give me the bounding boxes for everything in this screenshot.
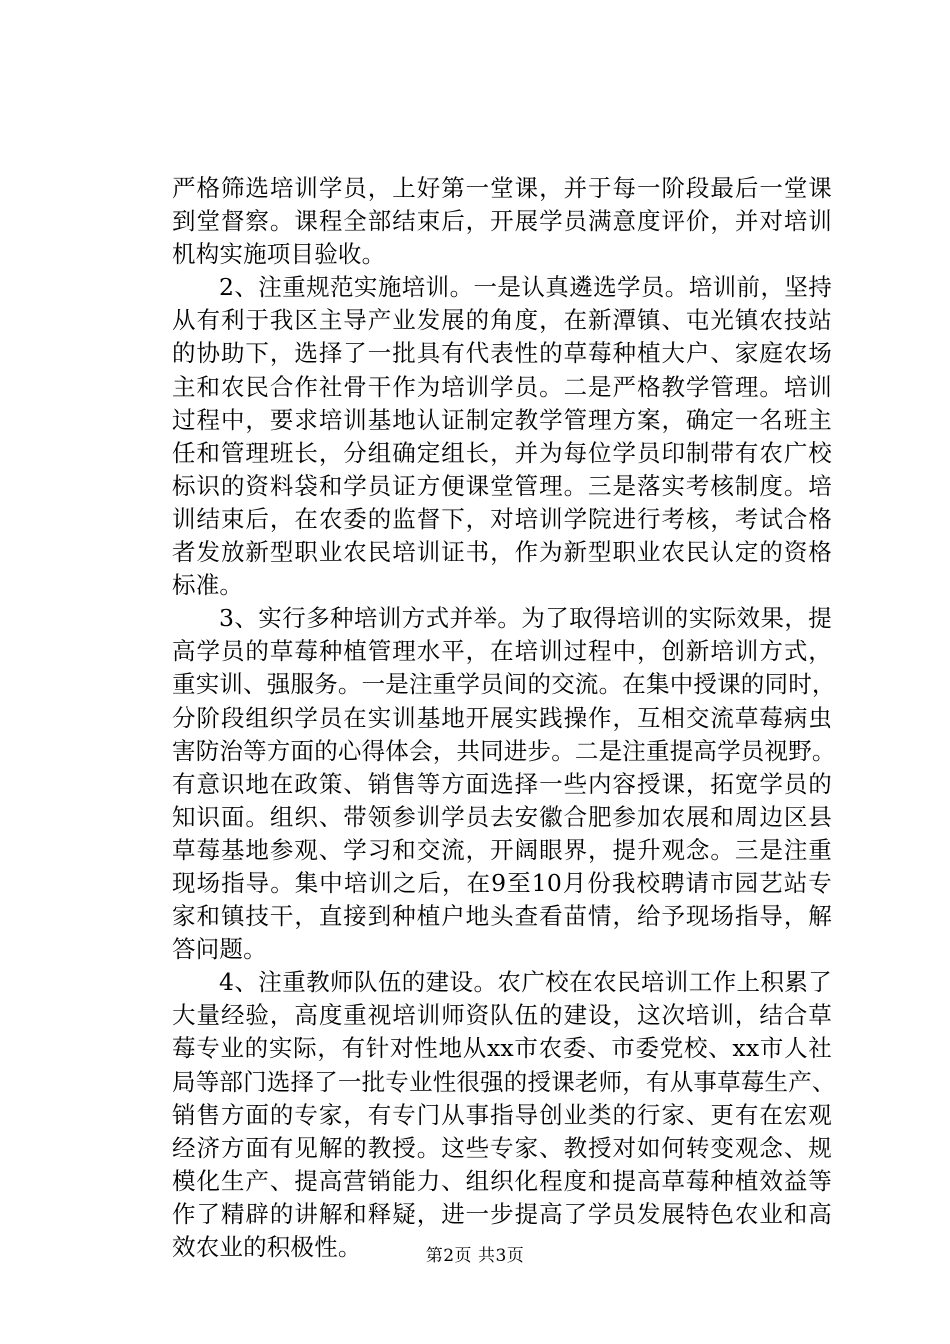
paragraph-first-line: 4、注重教师队伍的建设。农广校在农民培训工作上积累了: [219, 968, 832, 997]
text-line: 严格筛选培训学员，上好第一堂课，并于每一阶段最后一堂课: [172, 174, 832, 202]
text-line: 训结束后，在农委的监督下，对培训学院进行考核，考试合格: [172, 504, 832, 533]
text-line: 到堂督察。课程全部结束后，开展学员满意度评价，并对培训: [172, 207, 832, 236]
text-line: 家和镇技干，直接到种植户地头查看苗情，给予现场指导，解: [172, 902, 832, 931]
text-line: 知识面。组织、带领参训学员去安徽合肥参加农展和周边区县: [172, 802, 832, 831]
text-line: 标准。: [172, 571, 244, 600]
text-line: 销售方面的专家，有专门从事指导创业类的行家、更有在宏观: [172, 1100, 832, 1129]
text-line: 者发放新型职业农民培训证书，作为新型职业农民认定的资格: [172, 538, 832, 567]
text-line: 机构实施项目验收。: [172, 240, 386, 269]
text-line: 效农业的积极性。: [172, 1233, 362, 1261]
text-line: 主和农民合作社骨干作为培训学员。二是严格教学管理。培训: [172, 372, 832, 401]
text-line: 重实训、强服务。一是注重学员间的交流。在集中授课的同时，: [172, 670, 836, 699]
text-line: 草莓基地参观、学习和交流，开阔眼界，提升观念。三是注重: [172, 835, 832, 864]
text-line: 过程中，要求培训基地认证制定教学管理方案，确定一名班主: [172, 405, 832, 434]
text-line: 从有利于我区主导产业发展的角度，在新潭镇、屯光镇农技站: [172, 306, 832, 335]
text-line: 现场指导。集中培训之后，在9至10月份我校聘请市园艺站专: [172, 868, 832, 897]
text-line: 作了精辟的讲解和释疑，进一步提高了学员发展特色农业和高: [172, 1199, 832, 1228]
text-line: 的协助下，选择了一批具有代表性的草莓种植大户、家庭农场: [172, 339, 832, 368]
text-line: 莓专业的实际，有针对性地从xx市农委、市委党校、xx市人社: [172, 1034, 832, 1063]
text-line: 害防治等方面的心得体会，共同进步。二是注重提高学员视野。: [172, 736, 836, 765]
text-line: 有意识地在政策、销售等方面选择一些内容授课，拓宽学员的: [172, 769, 832, 798]
text-line: 标识的资料袋和学员证方便课堂管理。三是落实考核制度。培: [172, 471, 832, 500]
paragraph-first-line: 3、实行多种培训方式并举。为了取得培训的实际效果，提: [219, 604, 832, 633]
text-line: 局等部门选择了一批专业性很强的授课老师，有从事草莓生产、: [172, 1067, 836, 1096]
text-line: 分阶段组织学员在实训基地开展实践操作，互相交流草莓病虫: [172, 703, 832, 732]
text-line: 答问题。: [172, 935, 267, 964]
text-line: 大量经验，高度重视培训师资队伍的建设，这次培训，结合草: [172, 1001, 832, 1030]
text-line: 高学员的草莓种植管理水平，在培训过程中，创新培训方式，: [172, 637, 832, 666]
text-line: 经济方面有见解的教授。这些专家、教授对如何转变观念、规: [172, 1133, 832, 1162]
text-line: 任和管理班长，分组确定组长，并为每位学员印制带有农广校: [172, 438, 832, 467]
text-line: 模化生产、提高营销能力、组织化程度和提高草莓种植效益等: [172, 1166, 832, 1195]
document-body: [172, 172, 836, 1264]
page-footer: 第2页 共3页: [425, 1246, 525, 1266]
paragraph-first-line: 2、注重规范实施培训。一是认真遴选学员。培训前，坚持: [219, 273, 832, 302]
